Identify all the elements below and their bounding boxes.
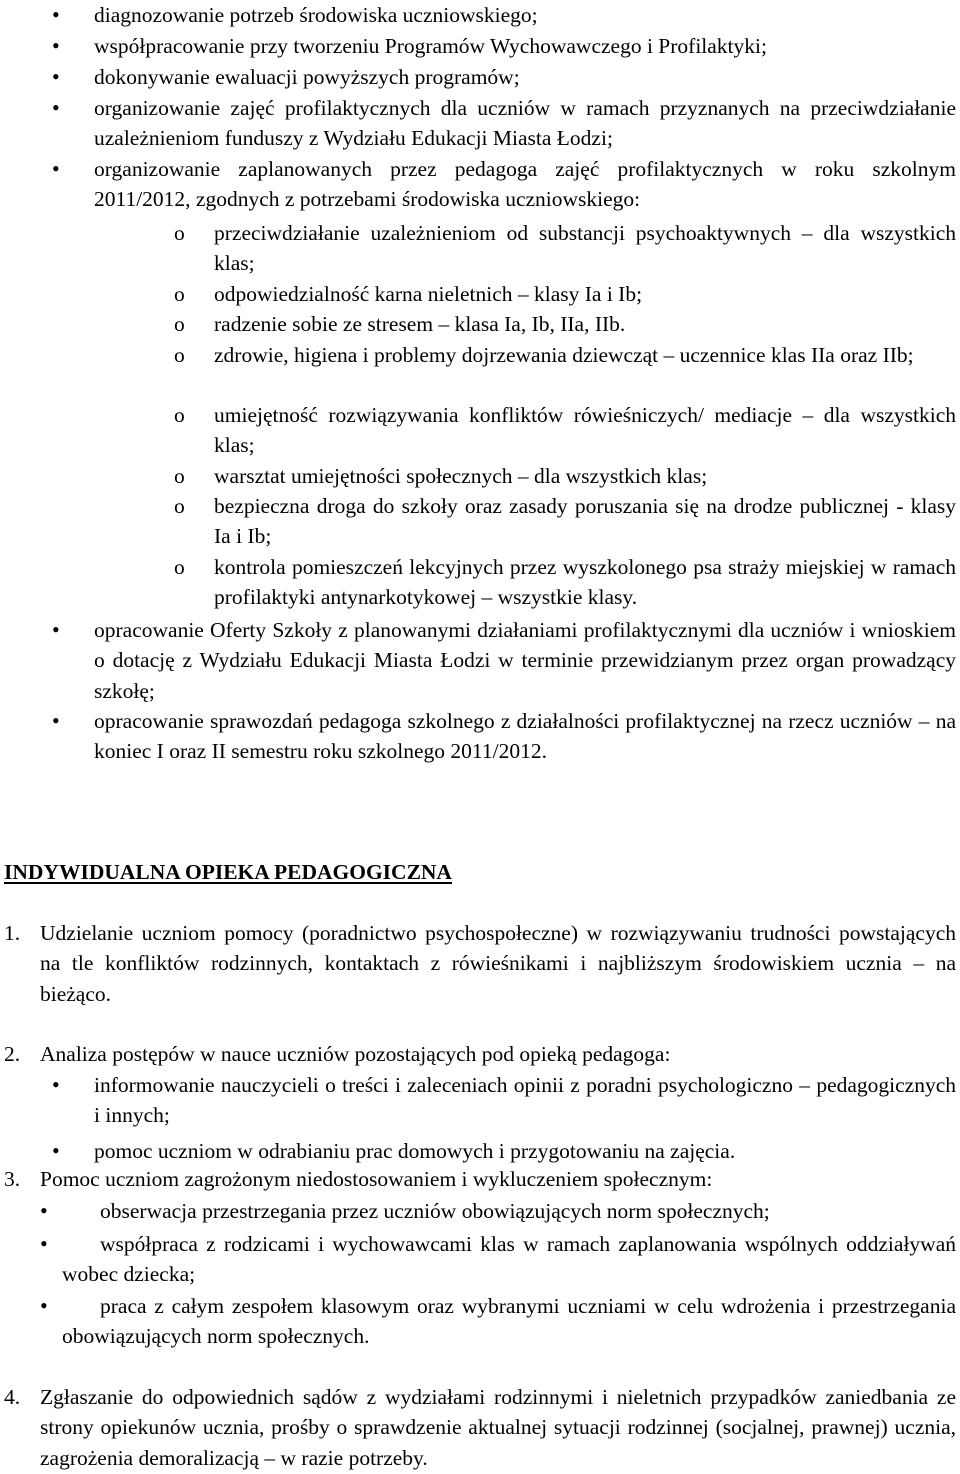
- sub-bullet: o: [174, 343, 185, 367]
- list-item: obserwacja przestrzegania przez uczniów obowiązujących norm społecznych;: [100, 1199, 770, 1223]
- sub-list-item: umiejętność rozwiązywania konfliktów rówieśniczych/ mediacje – dla wszystkich klas;: [214, 403, 956, 458]
- sub-bullet: o: [174, 494, 185, 518]
- bullet-dot: •: [52, 95, 60, 120]
- bullet-dot: •: [40, 1198, 48, 1223]
- sub-list-item: zdrowie, higiena i problemy dojrzewania dziewcząt – uczennice klas IIa oraz IIb;: [214, 343, 914, 367]
- item-number: 2.: [4, 1042, 21, 1066]
- numbered-item-text: Udzielanie uczniom pomocy (poradnictwo psychospołeczne) w rozwiązywaniu trudności powstających na tle konfliktów rodzinnych, kontaktach z rówieśnikami i najbliższym środowiskiem ucznia – na bieżąco.: [40, 921, 956, 1006]
- bullet-dot: •: [52, 1138, 60, 1163]
- sub-list-item: odpowiedzialność karna nieletnich – klasy Ia i Ib;: [214, 282, 643, 306]
- list-item: organizowanie zaplanowanych przez pedagoga zajęć profilaktycznych w roku szkolnym 2011/2012, zgodnych z potrzebami środowiska uczniowskiego:: [94, 157, 956, 212]
- list-item: praca z całym zespołem klasowym oraz wybranymi uczniami w celu wdrożenia i przestrzegania obowiązujących norm społecznych.: [62, 1294, 956, 1349]
- list-item: pomoc uczniom w odrabianiu prac domowych i przygotowaniu na zajęcia.: [94, 1139, 736, 1163]
- bullet-dot: •: [52, 33, 60, 58]
- bullet-dot: •: [40, 1293, 48, 1318]
- sub-list-item: warsztat umiejętności społecznych – dla wszystkich klas;: [214, 464, 708, 488]
- sub-list-item: przeciwdziałanie uzależnieniom od substancji psychoaktywnych – dla wszystkich klas;: [214, 221, 956, 276]
- list-item: dokonywanie ewaluacji powyższych programów;: [94, 65, 520, 89]
- sub-bullet: o: [174, 221, 185, 245]
- sub-bullet: o: [174, 312, 185, 336]
- list-item: opracowanie Oferty Szkoły z planowanymi działaniami profilaktycznymi dla uczniów i wnioskiem o dotację z Wydziału Edukacji Miasta Łodzi w terminie przewidzianym przez organ prowadzący szkołę;: [94, 618, 956, 703]
- list-item: współpracowanie przy tworzeniu Programów Wychowawczego i Profilaktyki;: [94, 34, 767, 58]
- bullet-dot: •: [40, 1231, 48, 1256]
- item-number: 1.: [4, 921, 21, 945]
- section-heading: INDYWIDUALNA OPIEKA PEDAGOGICZNA: [4, 860, 452, 884]
- bullet-dot: •: [52, 156, 60, 181]
- sub-list-item: kontrola pomieszczeń lekcyjnych przez wyszkolonego psa straży miejskiej w ramach profilaktyki antynarkotykowej – wszystkie klasy.: [214, 555, 956, 610]
- sub-bullet: o: [174, 282, 185, 306]
- bullet-dot: •: [52, 1072, 60, 1097]
- item-number: 3.: [4, 1167, 21, 1191]
- numbered-item-text: Pomoc uczniom zagrożonym niedostosowaniem i wykluczeniem społecznym:: [40, 1167, 713, 1191]
- list-item: organizowanie zajęć profilaktycznych dla uczniów w ramach przyznanych na przeciwdziałanie uzależnieniom funduszy z Wydziału Edukacji Miasta Łodzi;: [94, 96, 956, 151]
- sub-list-item: bezpieczna droga do szkoły oraz zasady poruszania się na drodze publicznej - klasy Ia i Ib;: [214, 494, 956, 549]
- sub-list-item: radzenie sobie ze stresem – klasa Ia, Ib, IIa, IIb.: [214, 312, 626, 336]
- bullet-dot: •: [52, 2, 60, 27]
- bullet-dot: •: [52, 64, 60, 89]
- list-item: diagnozowanie potrzeb środowiska uczniowskiego;: [94, 3, 538, 27]
- numbered-item-text: Zgłaszanie do odpowiednich sądów z wydziałami rodzinnymi i nieletnich przypadków zaniedbania ze strony opiekunów ucznia, prośby o sprawdzenie aktualnej sytuacji rodzinnej (socjalnej, prawnej) ucznia, zagrożenia demoralizacją – w razie potrzeby.: [40, 1385, 956, 1470]
- sub-bullet: o: [174, 464, 185, 488]
- sub-bullet: o: [174, 555, 185, 579]
- bullet-dot: •: [52, 708, 60, 733]
- numbered-item-text: Analiza postępów w nauce uczniów pozostających pod opieką pedagoga:: [40, 1042, 671, 1066]
- bullet-dot: •: [52, 617, 60, 642]
- list-item: informowanie nauczycieli o treści i zaleceniach opinii z poradni psychologiczno – pedagogicznych i innych;: [94, 1073, 956, 1128]
- sub-bullet: o: [174, 403, 185, 427]
- item-number: 4.: [4, 1385, 21, 1409]
- list-item: opracowanie sprawozdań pedagoga szkolnego z działalności profilaktycznej na rzecz uczniów – na koniec I oraz II semestru roku szkolnego 2011/2012.: [94, 709, 956, 764]
- list-item: współpraca z rodzicami i wychowawcami klas w ramach zaplanowania wspólnych oddziaływań wobec dziecka;: [62, 1232, 956, 1287]
